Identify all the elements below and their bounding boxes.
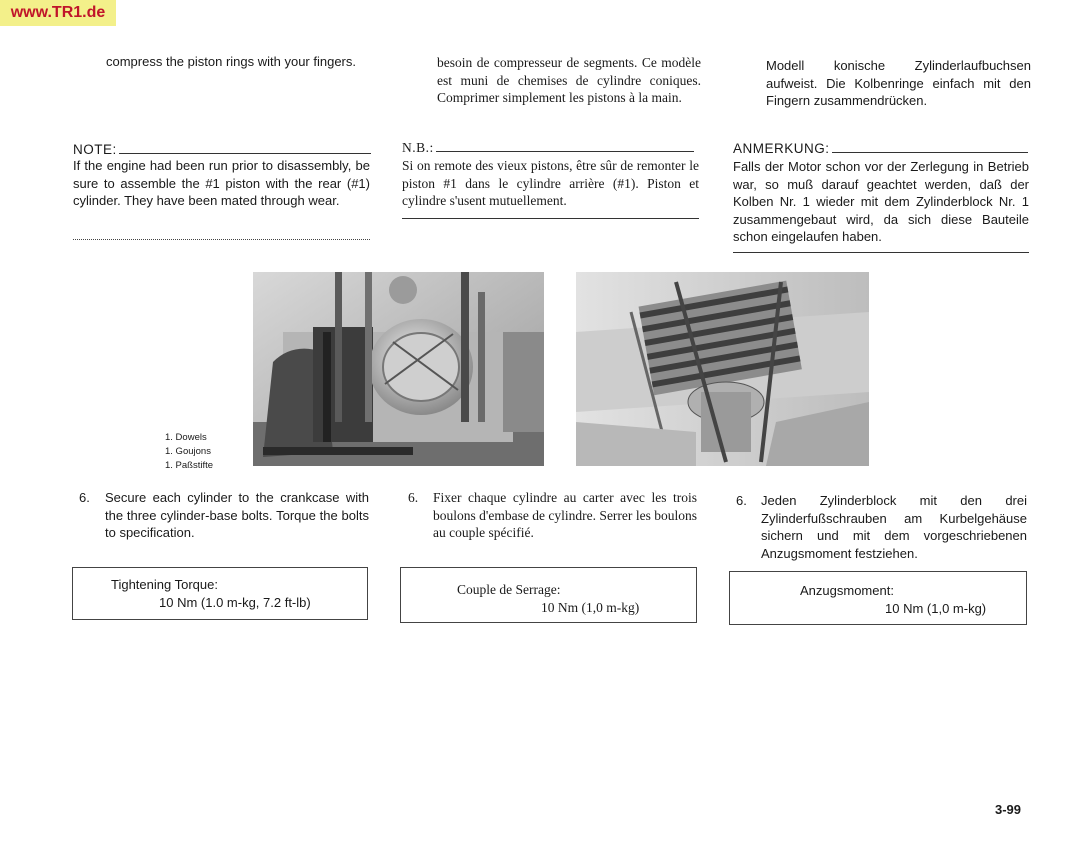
fr-note-label: N.B.: [402,140,434,155]
de-step-number: 6. [736,493,747,508]
caption-de: 1. Paßstifte [165,460,214,471]
photo-cylinder-installation [576,272,869,466]
en-torque-value: 10 Nm (1.0 m-kg, 7.2 ft-lb) [159,595,311,610]
en-note-text: If the engine had been run prior to disassembly, be sure to assemble the #1 piston with the rear (#1) cylinder. They have been mated through wear. [73,158,370,208]
en-step-number: 6. [79,490,90,505]
site-watermark: www.TR1.de [0,0,116,26]
de-note-text: Falls der Motor schon vor der Zerlegung in Betrieb war, so muß darauf geachtet werden, daß der Kolben Nr. 1 wieder mit dem Zylinderblock Nr. 1 zusammengebaut wird, da sich diese Bauteile schon eingelaufen haben. [733,159,1029,244]
de-torque-label: Anzugsmoment: [800,583,894,598]
figure-captions [165,431,255,473]
en-note-heading [73,141,373,159]
fr-torque-label: Couple de Serrage: [457,582,561,597]
fr-intro-text: besoin de compresseur de segments. Ce modèle est muni de chemises de cylindre coniques. Comprimer simplement les pistons à la main. [437,55,701,105]
fr-torque-box [400,567,697,623]
de-step-text: Jeden Zylinderblock mit den drei Zylinderfußschrauben am Kurbelgehäuse sichern und mit dem vorgeschriebenen Anzugsmoment festziehen. [761,493,1027,561]
de-step-6 [736,492,1029,564]
cylinder-dowels-image [253,272,544,466]
fr-note-heading [402,139,702,157]
en-step-text: Secure each cylinder to the crankcase with the three cylinder-base bolts. Torque the bolts to specification. [105,490,369,540]
fr-note-text: Si on remote des vieux pistons, être sûr de remonter le piston #1 dans le cylindre arrière (#1). Piston et cylindre s'usent mutuellement. [402,158,699,208]
fr-step-number: 6. [408,490,419,505]
en-intro-text: compress the piston rings with your fingers. [106,54,356,69]
de-torque-box [729,571,1027,625]
page-number: 3-99 [995,802,1022,817]
en-note-label: NOTE: [73,142,117,157]
en-note-divider [73,239,370,240]
photo-cylinder-dowels [253,272,544,466]
fr-torque-value: 10 Nm (1,0 m-kg) [541,600,640,615]
en-torque-box [72,567,368,620]
cylinder-installation-image [576,272,869,466]
fr-note-divider [402,218,699,219]
en-step-6 [79,489,371,543]
caption-fr: 1. Goujons [165,446,211,457]
fr-step-text: Fixer chaque cylindre au carter avec les trois boulons d'embase de cylindre. Serrer les boulons au couple spécifié. [433,490,697,540]
fr-step-6 [408,489,700,543]
caption-en: 1. Dowels [165,432,207,443]
de-note-heading [733,140,1033,158]
de-note-label: ANMERKUNG: [733,141,830,156]
de-intro-text: Modell konische Zylinderlaufbuchsen aufweist. Die Kolbenringe einfach mit den Fingern zusammendrücken. [766,58,1031,108]
de-note-divider [733,252,1029,253]
de-torque-value: 10 Nm (1,0 m-kg) [885,601,987,616]
en-torque-label: Tightening Torque: [111,577,218,592]
